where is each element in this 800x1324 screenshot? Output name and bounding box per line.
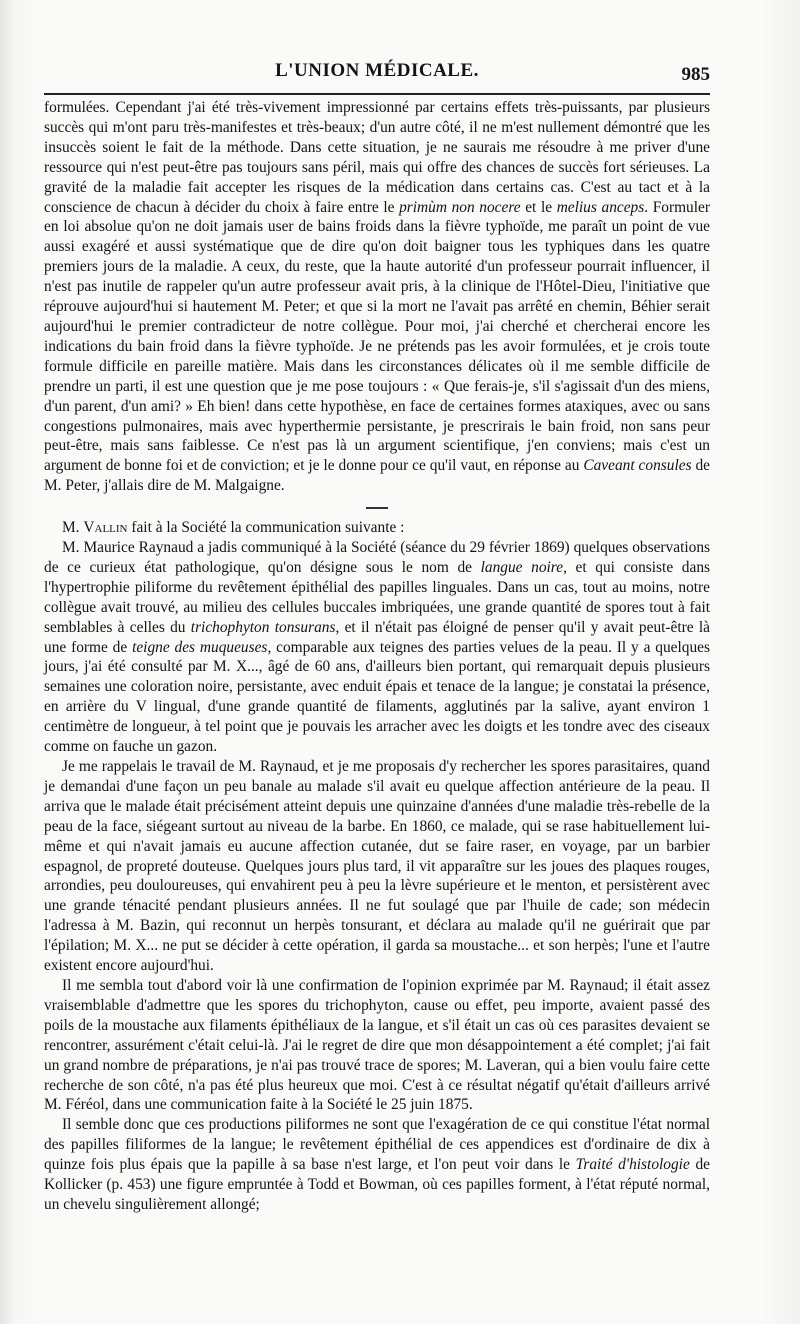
paragraph-6: Il semble donc que ces productions piliformes ne sont que l'exagération de ce qui constitue l'état normal des papilles filiformes de la langue; le revêtement épithélial de ces appendices est d'ordinaire de dix à quinze fois plus épais que la papille à sa base n'est large, et l'on peut voir dans le Traité d'histologie de Kollicker (p. 453) une figure empruntée à Todd et Bowman, où ces papilles forment, à l'état réputé normal, un chevelu singulièrement allongé; — [44, 1116, 710, 1213]
paragraph-1: formulées. Cependant j'ai été très-vivement impressionné par certains effets très-puissants, par plusieurs succès qui m'ont paru très-manifestes et très-beaux; d'un autre côté, il ne m'est nullement démontré que les insuccès soient le fait de la méthode. Dans cette situation, je ne saurais me résoudre à me priver d'une ressource qui n'est peut-être pas toujours sans péril, mais qui offre des chances de succès fort sérieuses. La gravité de la maladie fait accepter les risques de la médication dans certains cas. C'est au tact et à la conscience de chacun à décider du choix à faire entre le primùm non nocere et le melius anceps. Formuler en loi absolue qu'on ne doit jamais user de bains froids dans la fièvre typhoïde, me paraît un point de vue aussi exagéré et aussi systématique que de dire qu'on doit baigner tous les typhiques dans les quatre premiers jours de la maladie. A ceux, du reste, que la haute autorité d'un professeur pourrait influencer, il n'est pas inutile de rappeler qu'un autre professeur avait pris, à la clinique de l'Hôtel-Dieu, l'initiative que réprouve aujourd'hui si hautement M. Peter; et que si la mort ne l'avait pas arrêté en chemin, Béhier serait aujourd'hui le premier contradicteur de notre collègue. Pour moi, j'ai cherché et chercherai encore les indications du bain froid dans la fièvre typhoïde. Je ne prétends pas les avoir formulées, et je crois toute formule difficile en pareille matière. Mais dans les circonstances délicates où il me semble difficile de prendre un parti, il est une question que je me pose toujours : « Que ferais-je, s'il s'agissait d'un des miens, d'un parent, d'un ami? » Eh bien! dans cette hypothèse, en face de certaines formes ataxiques, avec ou sans congestions pulmonaires, mais avec hyperthermie persistante, je prescrirais le bain froid, non sans peur peut-être, mais sans faiblesse. Ce n'est pas là un argument scientifique, j'en conviens; mais c'est un argument de bonne foi et de conviction; et je le donne pour ce qu'il vaut, en réponse au Caveant consules de M. Peter, j'allais dire de M. Malgaigne. — [44, 99, 711, 495]
running-title: L'UNION MÉDICALE. — [275, 60, 479, 81]
page-number: 985 — [681, 64, 710, 85]
paragraph-2: M. Vallin fait à la Société la communication suivante : — [62, 519, 405, 537]
section-separator — [44, 496, 710, 518]
latin-phrase: Caveant consules — [583, 457, 692, 475]
latin-phrase: melius anceps — [556, 198, 645, 216]
paragraph-4: Je me rappelais le travail de M. Raynaud, et je me proposais d'y rechercher les spores parasitaires, quand je demandai d'une façon un peu banale au malade s'il avait eu quelque affection antérieure de la peau. Il arriva que le malade était précisément atteint depuis une quinzaine d'années d'une maladie très-rebelle de la peau de la face, siégeant surtout au niveau de la barbe. En 1860, ce malade, qui se rase habituellement lui-même et qui n'avait jamais eu aucune affection cutanée, dut se faire raser, en voyage, par un barbier espagnol, de propreté douteuse. Quelques jours plus tard, il vit apparaître sur les joues des plaques rouges, arrondies, peu douloureuses, qui envahirent peu à peu la lèvre supérieure et le menton, et persistèrent avec une grande ténacité pendant plusieurs années. Il ne fut soulagé que par l'huile de cade; son médecin l'adressa à M. Bazin, qui reconnut un herpès tonsurant, et déclara au malade qu'il ne guérirait que par l'épilation; M. X... ne put se décider à cette opération, il garda sa moustache... et son herpès; l'une et l'autre existent encore aujourd'hui. — [44, 758, 710, 975]
latin-phrase: primùm non nocere — [399, 198, 521, 216]
page-header — [44, 60, 710, 94]
paragraph-5: Il me sembla tout d'abord voir là une confirmation de l'opinion exprimée par M. Raynaud; il était assez vraisemblable d'admettre que les spores du trichophyton, cause ou effet, peu importe, avaient passé des poils de la moustache aux filaments épithéliaux de la langue, et s'il était un cas où ces parasites devaient se rencontrer, assurément c'était celui-là. J'ai le regret de dire que mon désappointement a été complet; j'ai fait un grand nombre de préparations, je n'ai pas trouvé trace de spores; M. Laveran, qui a bien voulu faire cette recherche de son côté, n'a pas été plus heureux que moi. C'est à ce résultat négatif qu'était d'ailleurs arrivé M. Féréol, dans une communication faite à la Société le 25 juin 1875. — [44, 976, 710, 1114]
header-rule — [44, 93, 710, 95]
speaker-name: Vallin — [83, 519, 128, 537]
paragraph-3: M. Maurice Raynaud a jadis communiqué à la Société (séance du 29 février 1869) quelques observations de ce curieux état pathologique, qu'on désigne sous le nom de langue noire, et qui consiste dans l'hypertrophie piliforme du revêtement épithélial des papilles linguales. Dans un cas, tout au moins, notre collègue avait trouvé, au milieu des cellules buccales imbriquées, une grande quantité de spores tout à fait semblables à celles du trichophyton tonsurans, et il n'était pas éloigné de penser qu'il y avait peut-être là une forme de teigne des muqueuses, comparable aux teignes des parties velues de la peau. Il y a quelques jours, j'ai été consulté par M. X..., âgé de 60 ans, d'ailleurs bien portant, qui remarquait depuis plusieurs semaines une coloration noire, persistante, avec enduit épais et tenace de la langue; je constatai la présence, en arrière du V lingual, d'une grande quantité de filaments, agglutinés par la salive, ayant environ 1 centimètre de longueur, à tel point que je pouvais les arracher avec les doigts et les tondre avec des ciseaux comme on fauche un gazon. — [44, 539, 711, 756]
body-text — [44, 98, 710, 1215]
